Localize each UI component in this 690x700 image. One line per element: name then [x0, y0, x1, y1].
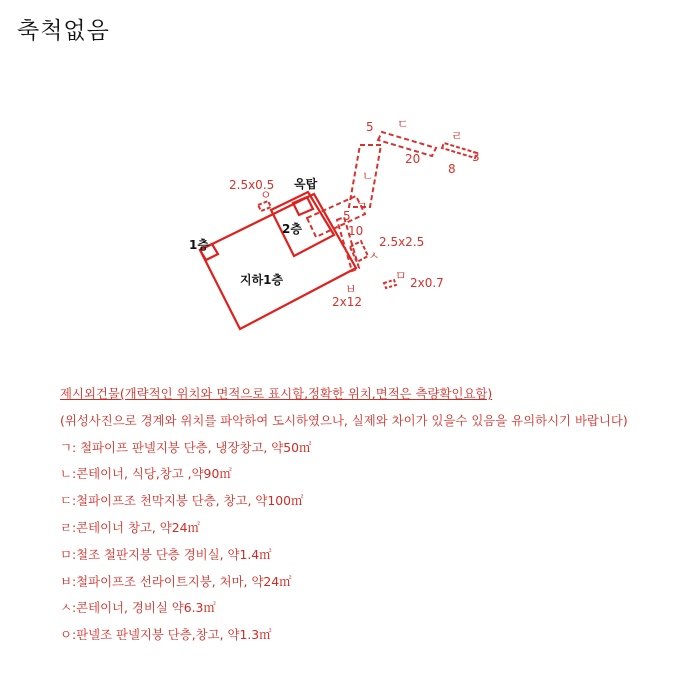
legend-title: 제시외건물(개략적인 위치와 면적으로 표시함,정확한 위치,면적은 측량확인요함) — [60, 386, 493, 401]
legend-item: ㄴ:콘테이너, 식당,창고 ,약90㎡ — [60, 466, 232, 482]
label-dim-o: 2.5x0.5 — [229, 178, 275, 192]
scale-note: 축척없음 — [17, 18, 110, 44]
label-dim-r1: 8 — [448, 162, 456, 176]
legend — [60, 381, 628, 649]
label-rooftop: 옥탑 — [294, 177, 318, 191]
label-mark-m: ㅁ — [395, 269, 407, 283]
label-mark-b: ㅂ — [345, 282, 357, 296]
legend-item: ㅂ:철파이프조 선라이트지붕, 처마, 약24㎡ — [60, 573, 292, 589]
legend-item: ㅇ:판넬조 판넬지붕 단층,창고, 약1.3㎡ — [60, 627, 272, 643]
label-floor2: 2층 — [282, 222, 302, 236]
label-mark-r: ㄹ — [451, 129, 463, 143]
legend-item: ㄷ:철파이프조 천막지붕 단층, 창고, 약100㎡ — [60, 493, 304, 509]
label-mark-n: ㄴ — [362, 169, 374, 183]
label-dim-g2: 5 — [343, 209, 351, 223]
label-dim-m: 2x0.7 — [410, 276, 444, 290]
rooftop-outline — [293, 197, 313, 215]
label-dim-r2: 3 — [472, 150, 480, 164]
legend-item: ㅁ:철조 철판지붕 단층 경비실, 약1.4㎡ — [60, 546, 272, 562]
label-dim-b: 2x12 — [332, 295, 363, 309]
label-dim-s: 2.5x2.5 — [379, 235, 425, 249]
label-mark-g: ㄱ — [356, 199, 368, 213]
label-mark-d: ㄷ — [397, 117, 409, 131]
label-floor1: 1층 — [189, 238, 209, 252]
floor2-outline — [271, 192, 334, 256]
legend-item: ㄹ:콘테이너 창고, 약24㎡ — [60, 519, 200, 535]
label-dim-d: 20 — [405, 152, 421, 166]
legend-item: ㄱ: 철파이프 판넬지붕 단층, 냉장창고, 약50㎡ — [60, 439, 312, 455]
structure-o — [258, 201, 271, 211]
label-dim-n: 5 — [366, 120, 374, 134]
label-mark-o: ㅇ — [260, 188, 272, 202]
label-mark-s: ㅅ — [368, 249, 380, 263]
label-basement: 지하1층 — [240, 273, 284, 287]
legend-note: (위성사진으로 경계와 위치를 파악하여 도시하였으나, 실제와 차이가 있을수 있음을 유의하시기 바랍니다) — [60, 412, 628, 428]
legend-item: ㅅ:콘테이너, 경비실 약6.3㎡ — [60, 600, 216, 616]
label-dim-g: 10 — [348, 224, 364, 238]
